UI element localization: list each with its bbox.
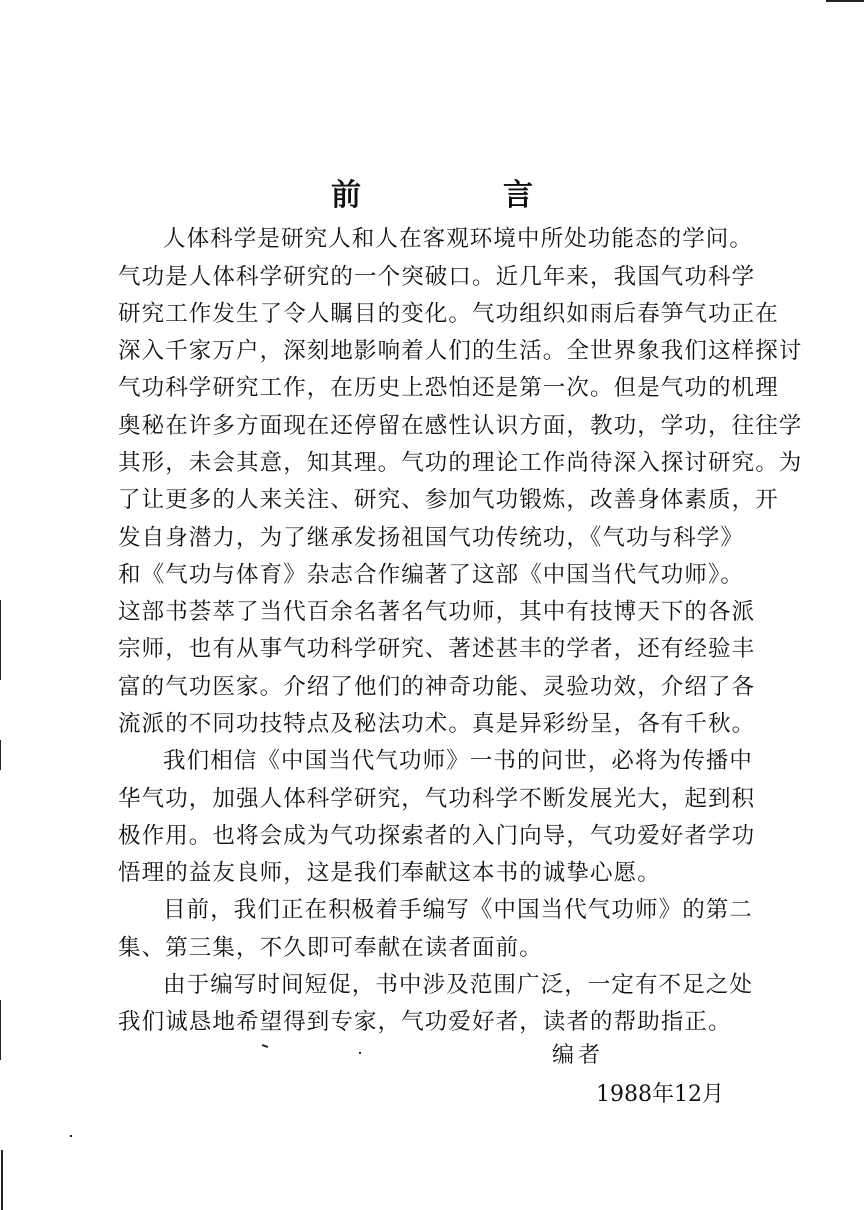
scan-artifact — [1, 1150, 3, 1210]
paragraph-line: 和《气功与体育》杂志合作编著了这部《中国当代气功师》。 — [118, 562, 744, 588]
paragraph-line: 由于编写时间短促，书中涉及范围广泛，一定有不足之处 — [163, 972, 754, 998]
paragraph-line: 奥秘在许多方面现在还停留在感性认识方面，教功，学功，往往学 — [118, 413, 803, 439]
paragraph-line: 目前，我们正在积极着手编写《中国当代气功师》的第二 — [163, 897, 754, 923]
paragraph-line: 这部书荟萃了当代百余名著名气功师，其中有技博天下的各派 — [118, 599, 756, 625]
paragraph-line: 研究工作发生了令人瞩目的变化。气功组织如雨后春笋气功正在 — [118, 301, 779, 327]
paragraph-line: 其形，未会其意，知其理。气功的理论工作尚待深入探讨研究。为 — [118, 450, 803, 476]
paragraph-line: 深入千家万户，深刻地影响着人们的生活。全世界象我们这样探讨 — [118, 338, 803, 364]
date-line: 1988年12月 — [596, 1082, 724, 1107]
paragraph-line: 气功是人体科学研究的一个突破口。近几年来，我国气功科学 — [118, 264, 756, 290]
author-signature: 编者 — [552, 1043, 605, 1068]
paragraph-line: 我们诚恳地希望得到专家，气功爱好者，读者的帮助指正。 — [118, 1009, 732, 1035]
scan-artifact — [0, 740, 1, 770]
paragraph-line: 富的气功医家。介绍了他们的神奇功能、灵验功效，介绍了各 — [118, 674, 756, 700]
paragraph-line: 了让更多的人来关注、研究、参加气功锻炼，改善身体素质，开 — [118, 487, 779, 513]
paragraph-line: 华气功，加强人体科学研究，气功科学不断发展光大，起到积 — [118, 786, 756, 812]
scan-artifact — [826, 0, 864, 2]
page-title: 前 言 — [331, 178, 589, 213]
paragraph-line: 集、第三集，不久即可奉献在读者面前。 — [118, 935, 543, 961]
paragraph-line: 人体科学是研究人和人在客观环境中所处功能态的学问。 — [163, 226, 754, 252]
scan-artifact — [262, 1044, 268, 1048]
paragraph-line: 气功科学研究工作，在历史上恐怕还是第一次。但是气功的机理 — [118, 375, 779, 401]
scan-artifact — [0, 1000, 1, 1060]
scan-artifact — [70, 1135, 72, 1137]
scan-artifact — [0, 600, 1, 680]
paragraph-line: 极作用。也将会成为气功探索者的入门向导，气功爱好者学功 — [118, 823, 756, 849]
paragraph-line: 流派的不同功技特点及秘法功术。真是异彩纷呈，各有千秋。 — [118, 711, 756, 737]
paragraph-line: 悟理的益友良师，这是我们奉献这本书的诚挚心愿。 — [118, 860, 661, 886]
paragraph-line: 宗师，也有从事气功科学研究、著述甚丰的学者，还有经验丰 — [118, 636, 756, 662]
paragraph-line: 发自身潜力，为了继承发扬祖国气功传统功，《气功与科学》 — [118, 525, 744, 551]
scan-artifact — [359, 1052, 361, 1054]
paragraph-line: 我们相信《中国当代气功师》一书的问世，必将为传播中 — [163, 748, 754, 774]
